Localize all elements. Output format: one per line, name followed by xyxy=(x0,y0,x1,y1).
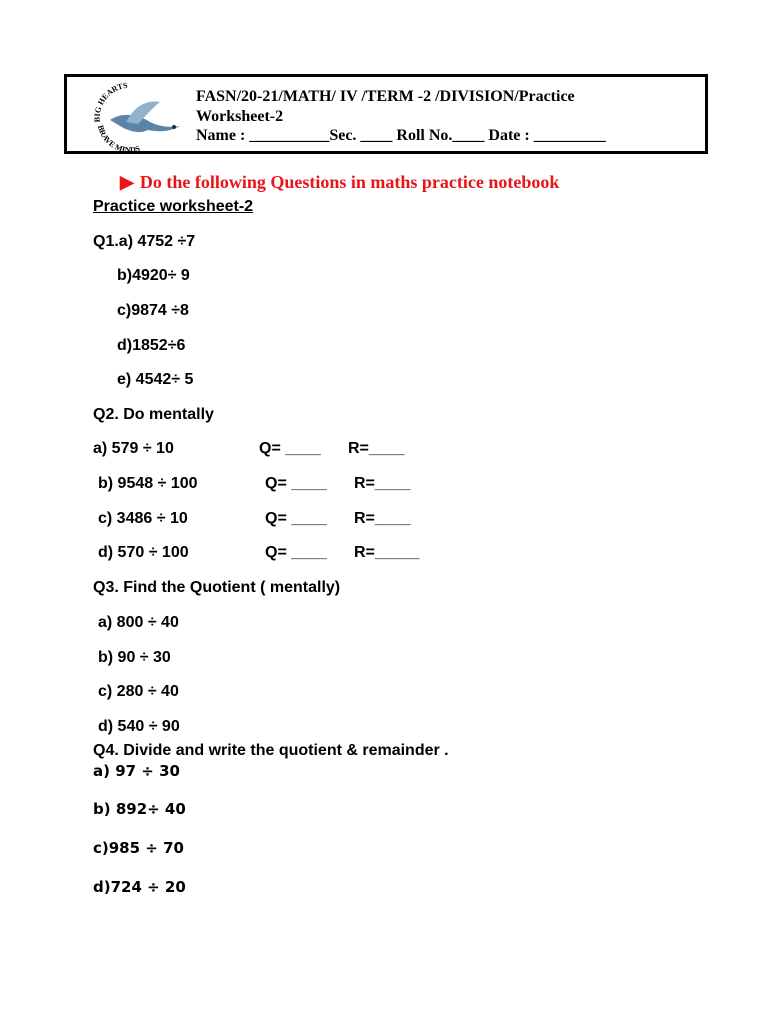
header-title: FASN/20-21/MATH/ IV /TERM -2 /DIVISION/Practice xyxy=(196,88,575,105)
q4-item: a) 97 ÷ 30 xyxy=(93,762,180,780)
instruction-text: Do the following Questions in maths practice notebook xyxy=(139,172,560,192)
q2-quotient-blank: Q= ____ xyxy=(265,475,327,492)
school-logo xyxy=(86,82,186,152)
q2-remainder-blank: R=____ xyxy=(354,510,411,527)
q2-remainder-blank: R=_____ xyxy=(354,544,420,561)
q3-item: a) 800 ÷ 40 xyxy=(98,614,179,631)
header-name-row: Name : __________Sec. ____ Roll No.____ Date : _________ xyxy=(196,127,606,144)
q3-item: c) 280 ÷ 40 xyxy=(98,683,179,700)
q3-title: Q3. Find the Quotient ( mentally) xyxy=(93,579,341,596)
q1-item: b)4920÷ 9 xyxy=(117,267,190,284)
q1-item: c)9874 ÷8 xyxy=(117,302,189,319)
triangle-marker-icon: ▶ xyxy=(120,172,134,192)
q3-item: d) 540 ÷ 90 xyxy=(98,718,180,735)
q4-item: d)724 ÷ 20 xyxy=(93,878,186,896)
q2-quotient-blank: Q= ____ xyxy=(259,440,321,457)
q3-item: b) 90 ÷ 30 xyxy=(98,649,171,666)
instruction xyxy=(120,172,559,193)
logo-text-bottom: BRAVE MINDS xyxy=(95,124,141,152)
q4-item: b) 892÷ 40 xyxy=(93,800,186,818)
q1-item: e) 4542÷ 5 xyxy=(117,371,194,388)
q2-remainder-blank: R=____ xyxy=(348,440,405,457)
q4-item: c)985 ÷ 70 xyxy=(93,839,184,857)
logo-text-top: BIG HEARTS xyxy=(92,82,129,123)
q2-expr: c) 3486 ÷ 10 xyxy=(98,510,188,527)
q2-expr: a) 579 ÷ 10 xyxy=(93,440,174,457)
subtitle: Practice worksheet-2 xyxy=(93,198,254,215)
q2-title: Q2. Do mentally xyxy=(93,406,214,423)
q2-remainder-blank: R=____ xyxy=(354,475,411,492)
q2-expr: b) 9548 ÷ 100 xyxy=(98,475,198,492)
header-subtitle: Worksheet-2 xyxy=(196,108,284,125)
q1-item: d)1852÷6 xyxy=(117,337,186,354)
q2-expr: d) 570 ÷ 100 xyxy=(98,544,189,561)
q2-quotient-blank: Q= ____ xyxy=(265,510,327,527)
q1-item: Q1.a) 4752 ÷7 xyxy=(93,233,196,250)
q2-quotient-blank: Q= ____ xyxy=(265,544,327,561)
q4-title: Q4. Divide and write the quotient & remainder . xyxy=(93,742,449,759)
